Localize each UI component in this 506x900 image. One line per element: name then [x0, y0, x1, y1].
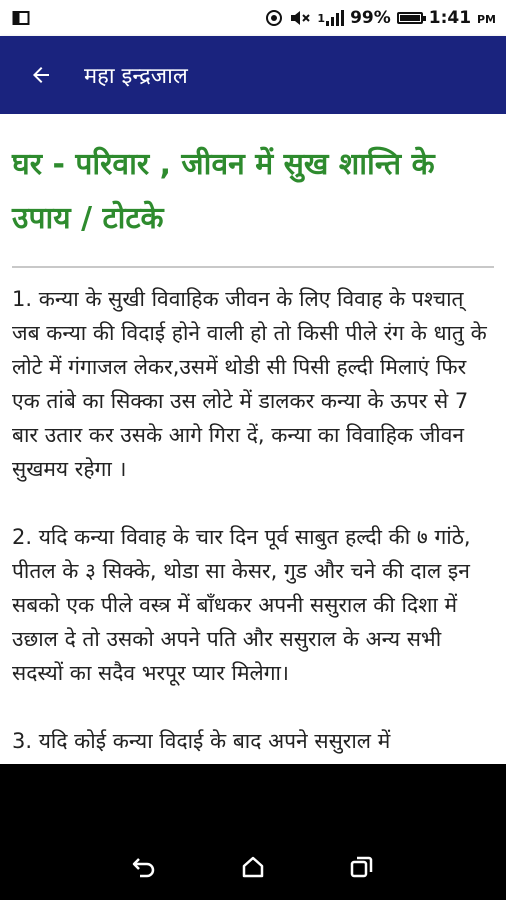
home-nav-icon: [240, 854, 266, 880]
paragraph: 1. कन्या के सुखी विवाहिक जीवन के लिए विवाह के पश्चात् जब कन्या की विदाई होने वाली हो तो किसी पीले रंग के धातु के लोटे में गंगाजल लेकर,उसमें थोडी सी पिसी हल्दी मिलाएं फिर एक तांबे का सिक्का उस लोटे में डालकर कन्या के ऊपर से 7 बार उतार कर उसके आगे गिरा दें, कन्या का विवाहिक जीवन सुखमय रहेगा ।: [12, 287, 487, 481]
article-content[interactable]: [0, 114, 506, 764]
navigation-bar: [0, 764, 506, 900]
status-right: [265, 8, 496, 28]
article-heading: घर - परिवार , जीवन में सुख शान्ति के उपाय / टोटके: [12, 147, 435, 236]
app-title: महा इन्द्रजाल: [84, 64, 188, 89]
nav-recents-button[interactable]: [340, 845, 384, 889]
recents-nav-icon: [349, 854, 375, 880]
back-button[interactable]: [26, 60, 56, 90]
clock-time: 1:41: [428, 8, 472, 28]
paragraph: 3. यदि कोई कन्या विदाई के बाद अपने ससुराल में: [12, 729, 391, 753]
screen-mirror-icon: [12, 9, 30, 27]
paragraph: 2. यदि कन्या विवाह के चार दिन पूर्व साबुत हल्दी की ७ गांठे, पीतल के ३ सिक्के, थोडा सा केसर, गुड और चने की दाल इन सबको एक पीले वस्त्र में बाँधकर अपनी ससुराल की दिशा में उछाल दे तो उसको अपने पति और ससुराल के अन्य सभी सदस्यों का सदैव भरपूर प्यार मिलेगा।: [12, 525, 471, 685]
clock: [429, 8, 496, 28]
nav-back-button[interactable]: [122, 845, 166, 889]
mute-icon: [289, 9, 311, 27]
location-icon: [265, 9, 283, 27]
divider: [12, 266, 494, 268]
arrow-left-icon: [29, 63, 53, 87]
signal-label: 1: [317, 11, 326, 25]
battery-icon: [397, 12, 423, 24]
clock-suffix: PM: [476, 13, 496, 26]
nav-home-button[interactable]: [231, 845, 275, 889]
status-bar: [0, 0, 506, 36]
back-nav-icon: [131, 855, 157, 879]
battery-fill: [400, 15, 420, 21]
status-left: [12, 9, 30, 27]
battery-percent: 99%: [350, 8, 391, 28]
app-bar: [0, 36, 506, 114]
signal-icon: [317, 10, 344, 26]
